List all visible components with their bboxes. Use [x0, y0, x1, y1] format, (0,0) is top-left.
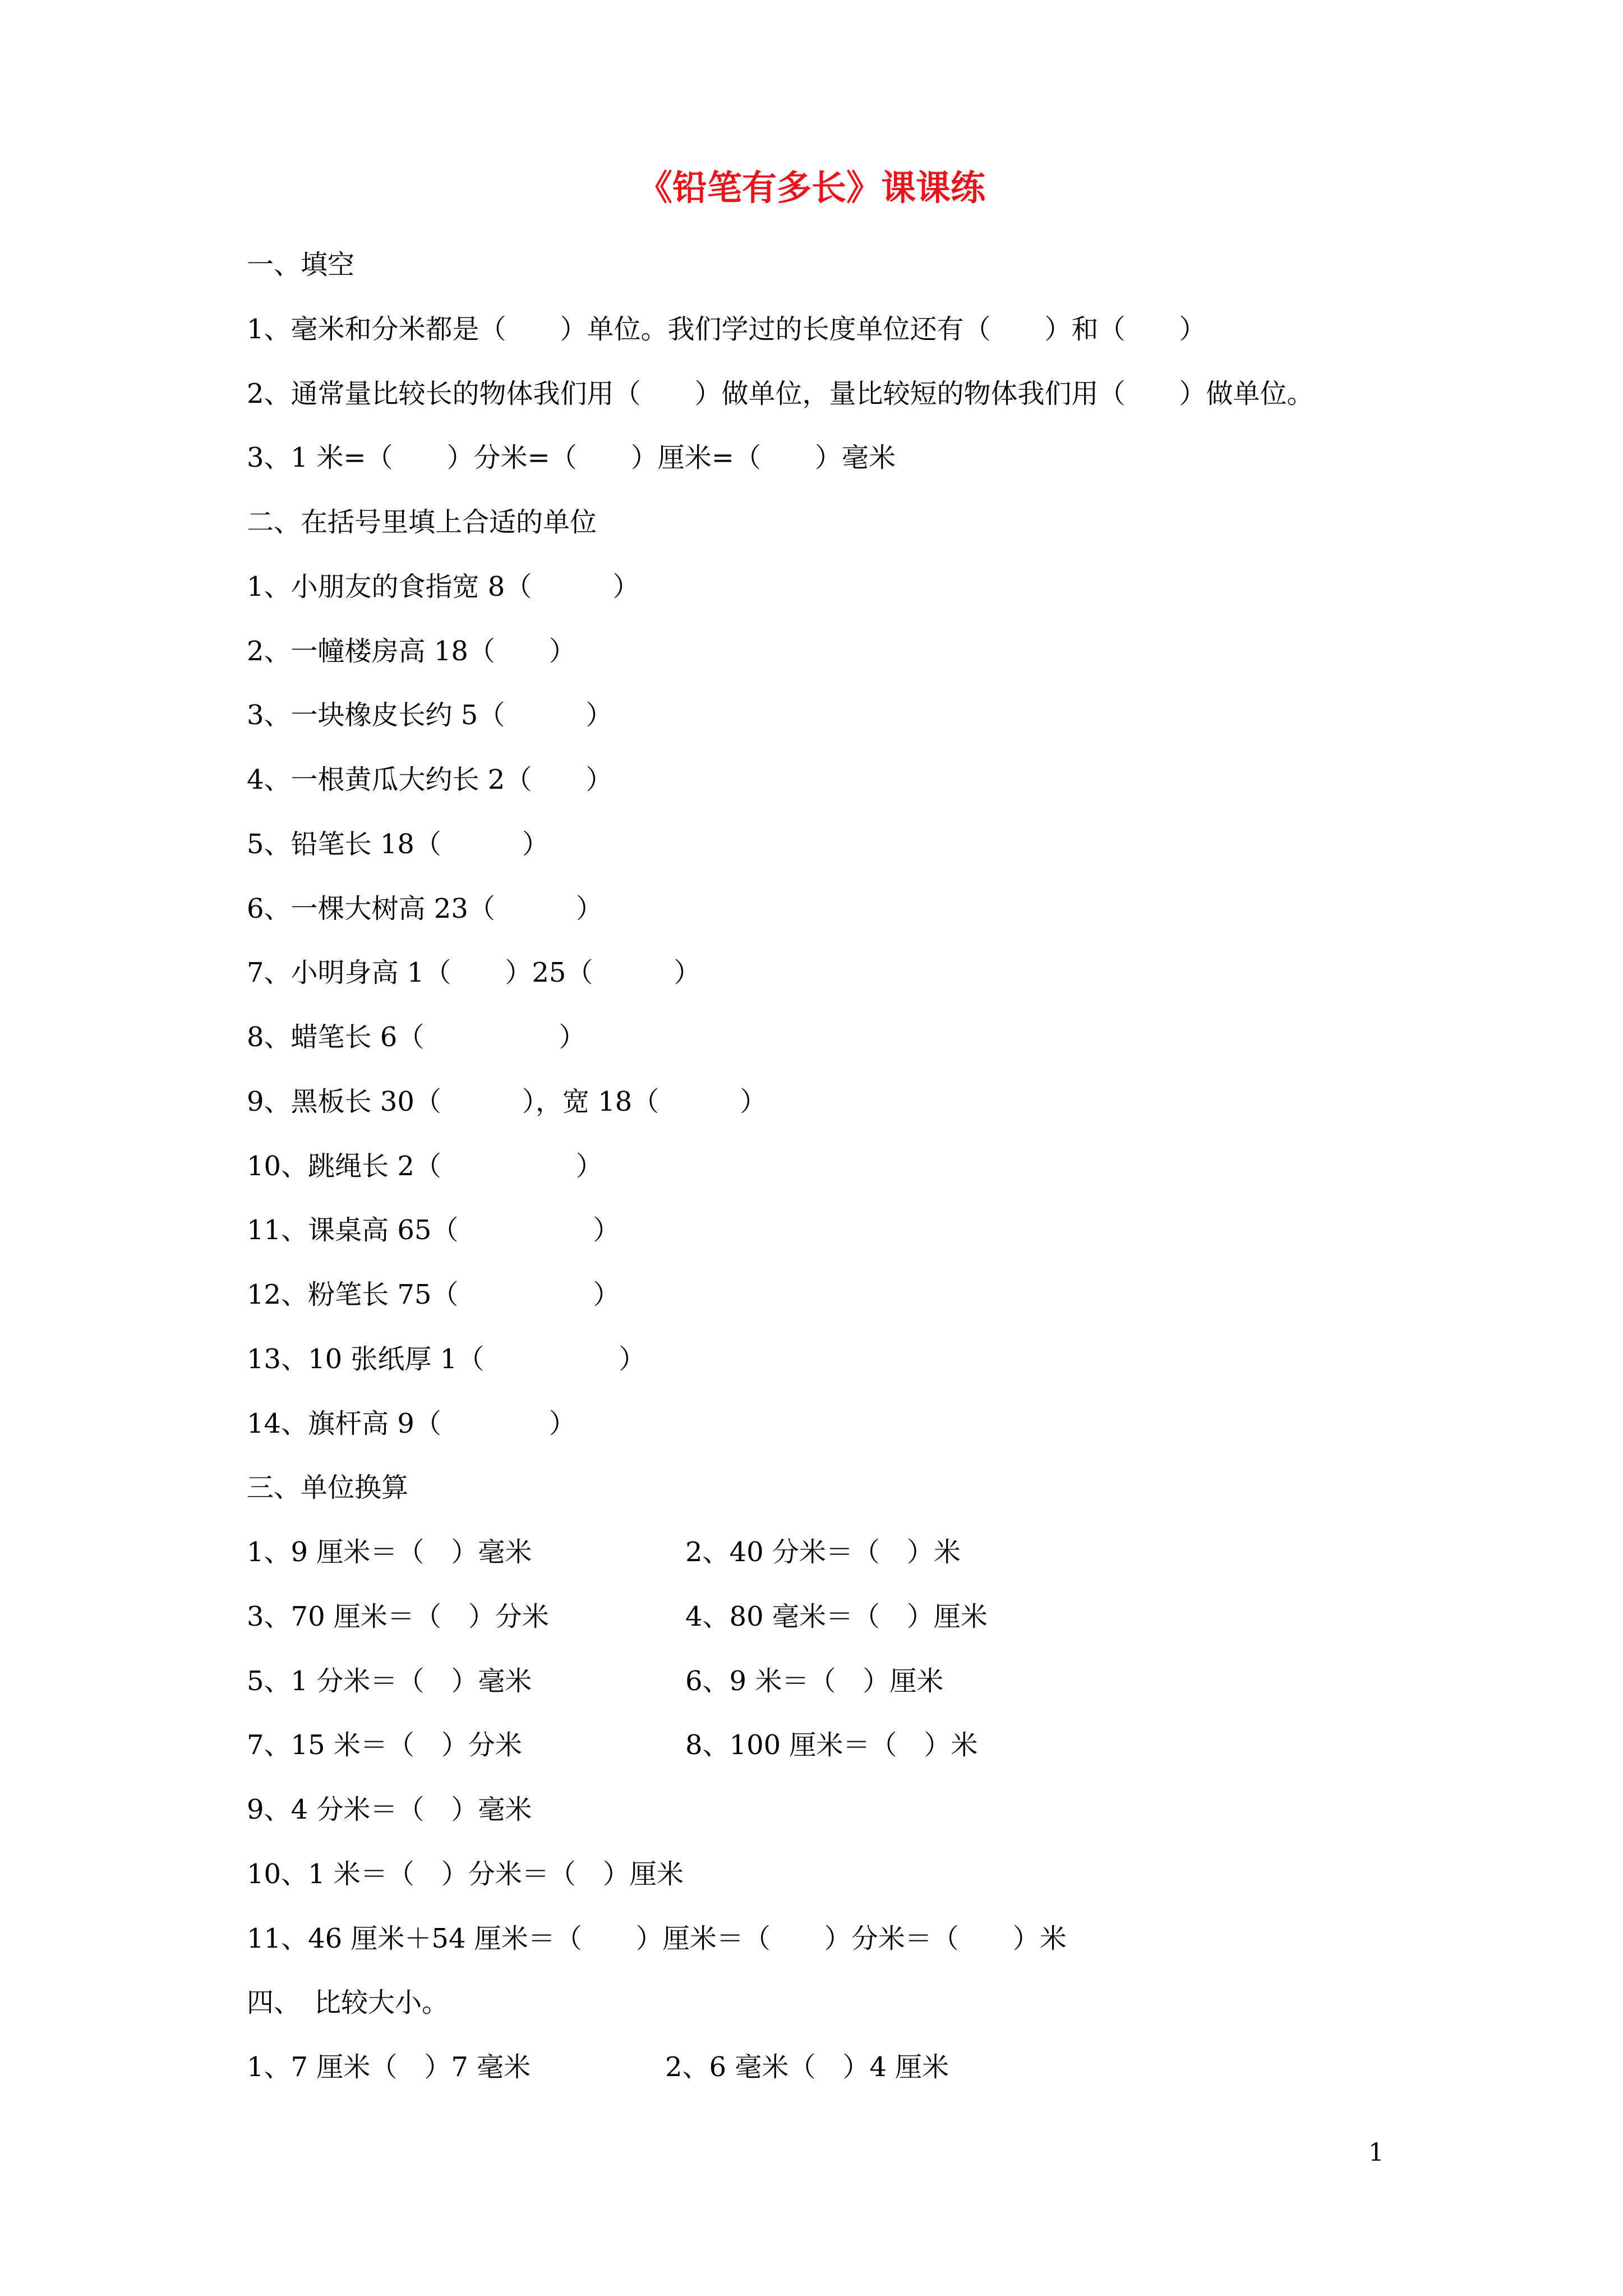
question-text: 13、10 张纸厚 1（ ） [247, 1343, 646, 1375]
question-text: 12、粉笔长 75（ ） [247, 1279, 620, 1310]
question-text: 3、70 厘米＝（ ）分米 [247, 1601, 549, 1632]
question-text: 1、7 厘米（ ）7 毫米 [247, 2051, 531, 2083]
question-text: 1、小朋友的食指宽 8（ ） [247, 571, 640, 602]
page-number: 1 [1368, 2138, 1384, 2167]
question-text: 6、一棵大树高 23（ ） [247, 893, 603, 924]
page-title: 《铅笔有多长》课课练 [637, 167, 985, 208]
question-text: 7、15 米＝（ ）分米 [247, 1729, 522, 1761]
question-text: 1、9 厘米＝（ ）毫米 [247, 1536, 532, 1568]
question-text: 11、课桌高 65（ ） [247, 1214, 620, 1246]
question-text: 7、小明身高 1（ ）25（ ） [247, 957, 701, 988]
question-text: 6、9 米＝（ ）厘米 [685, 1665, 944, 1697]
question-text: 4、80 毫米＝（ ）厘米 [685, 1601, 988, 1632]
section-heading-fill-blanks: 一、填空 [247, 249, 355, 280]
question-text: 1、毫米和分米都是（ ）单位。我们学过的长度单位还有（ ）和（ ） [247, 314, 1206, 345]
question-text: 10、1 米＝（ ）分米＝（ ）厘米 [247, 1858, 684, 1890]
question-text: 10、跳绳长 2（ ） [247, 1151, 603, 1182]
question-text: 5、铅笔长 18（ ） [247, 829, 549, 860]
question-text: 8、100 厘米＝（ ）米 [685, 1729, 978, 1761]
question-text: 9、黑板长 30（ ），宽 18（ ） [247, 1086, 767, 1117]
question-text: 11、46 厘米＋54 厘米＝（ ）厘米＝（ ）分米＝（ ）米 [247, 1923, 1067, 1954]
section-heading-conversion: 三、单位换算 [247, 1472, 409, 1503]
question-text: 4、一根黄瓜大约长 2（ ） [247, 764, 613, 795]
question-text: 2、40 分米＝（ ）米 [685, 1536, 961, 1568]
section-heading-compare: 四、 比较大小。 [247, 1987, 449, 2018]
question-text: 14、旗杆高 9（ ） [247, 1408, 576, 1439]
question-text: 3、一块橡皮长约 5（ ） [247, 700, 613, 731]
question-text: 9、4 分米＝（ ）毫米 [247, 1794, 532, 1825]
question-text: 8、蜡笔长 6（ ） [247, 1022, 586, 1053]
question-text: 5、1 分米＝（ ）毫米 [247, 1665, 532, 1697]
question-text: 2、一幢楼房高 18（ ） [247, 636, 576, 667]
question-text: 3、1 米=（ ）分米=（ ）厘米=（ ）毫米 [247, 442, 896, 473]
section-heading-units: 二、在括号里填上合适的单位 [247, 507, 597, 538]
question-text: 2、6 毫米（ ）4 厘米 [665, 2051, 949, 2083]
question-text: 2、通常量比较长的物体我们用（ ）做单位，量比较短的物体我们用（ ）做单位。 [247, 378, 1314, 409]
